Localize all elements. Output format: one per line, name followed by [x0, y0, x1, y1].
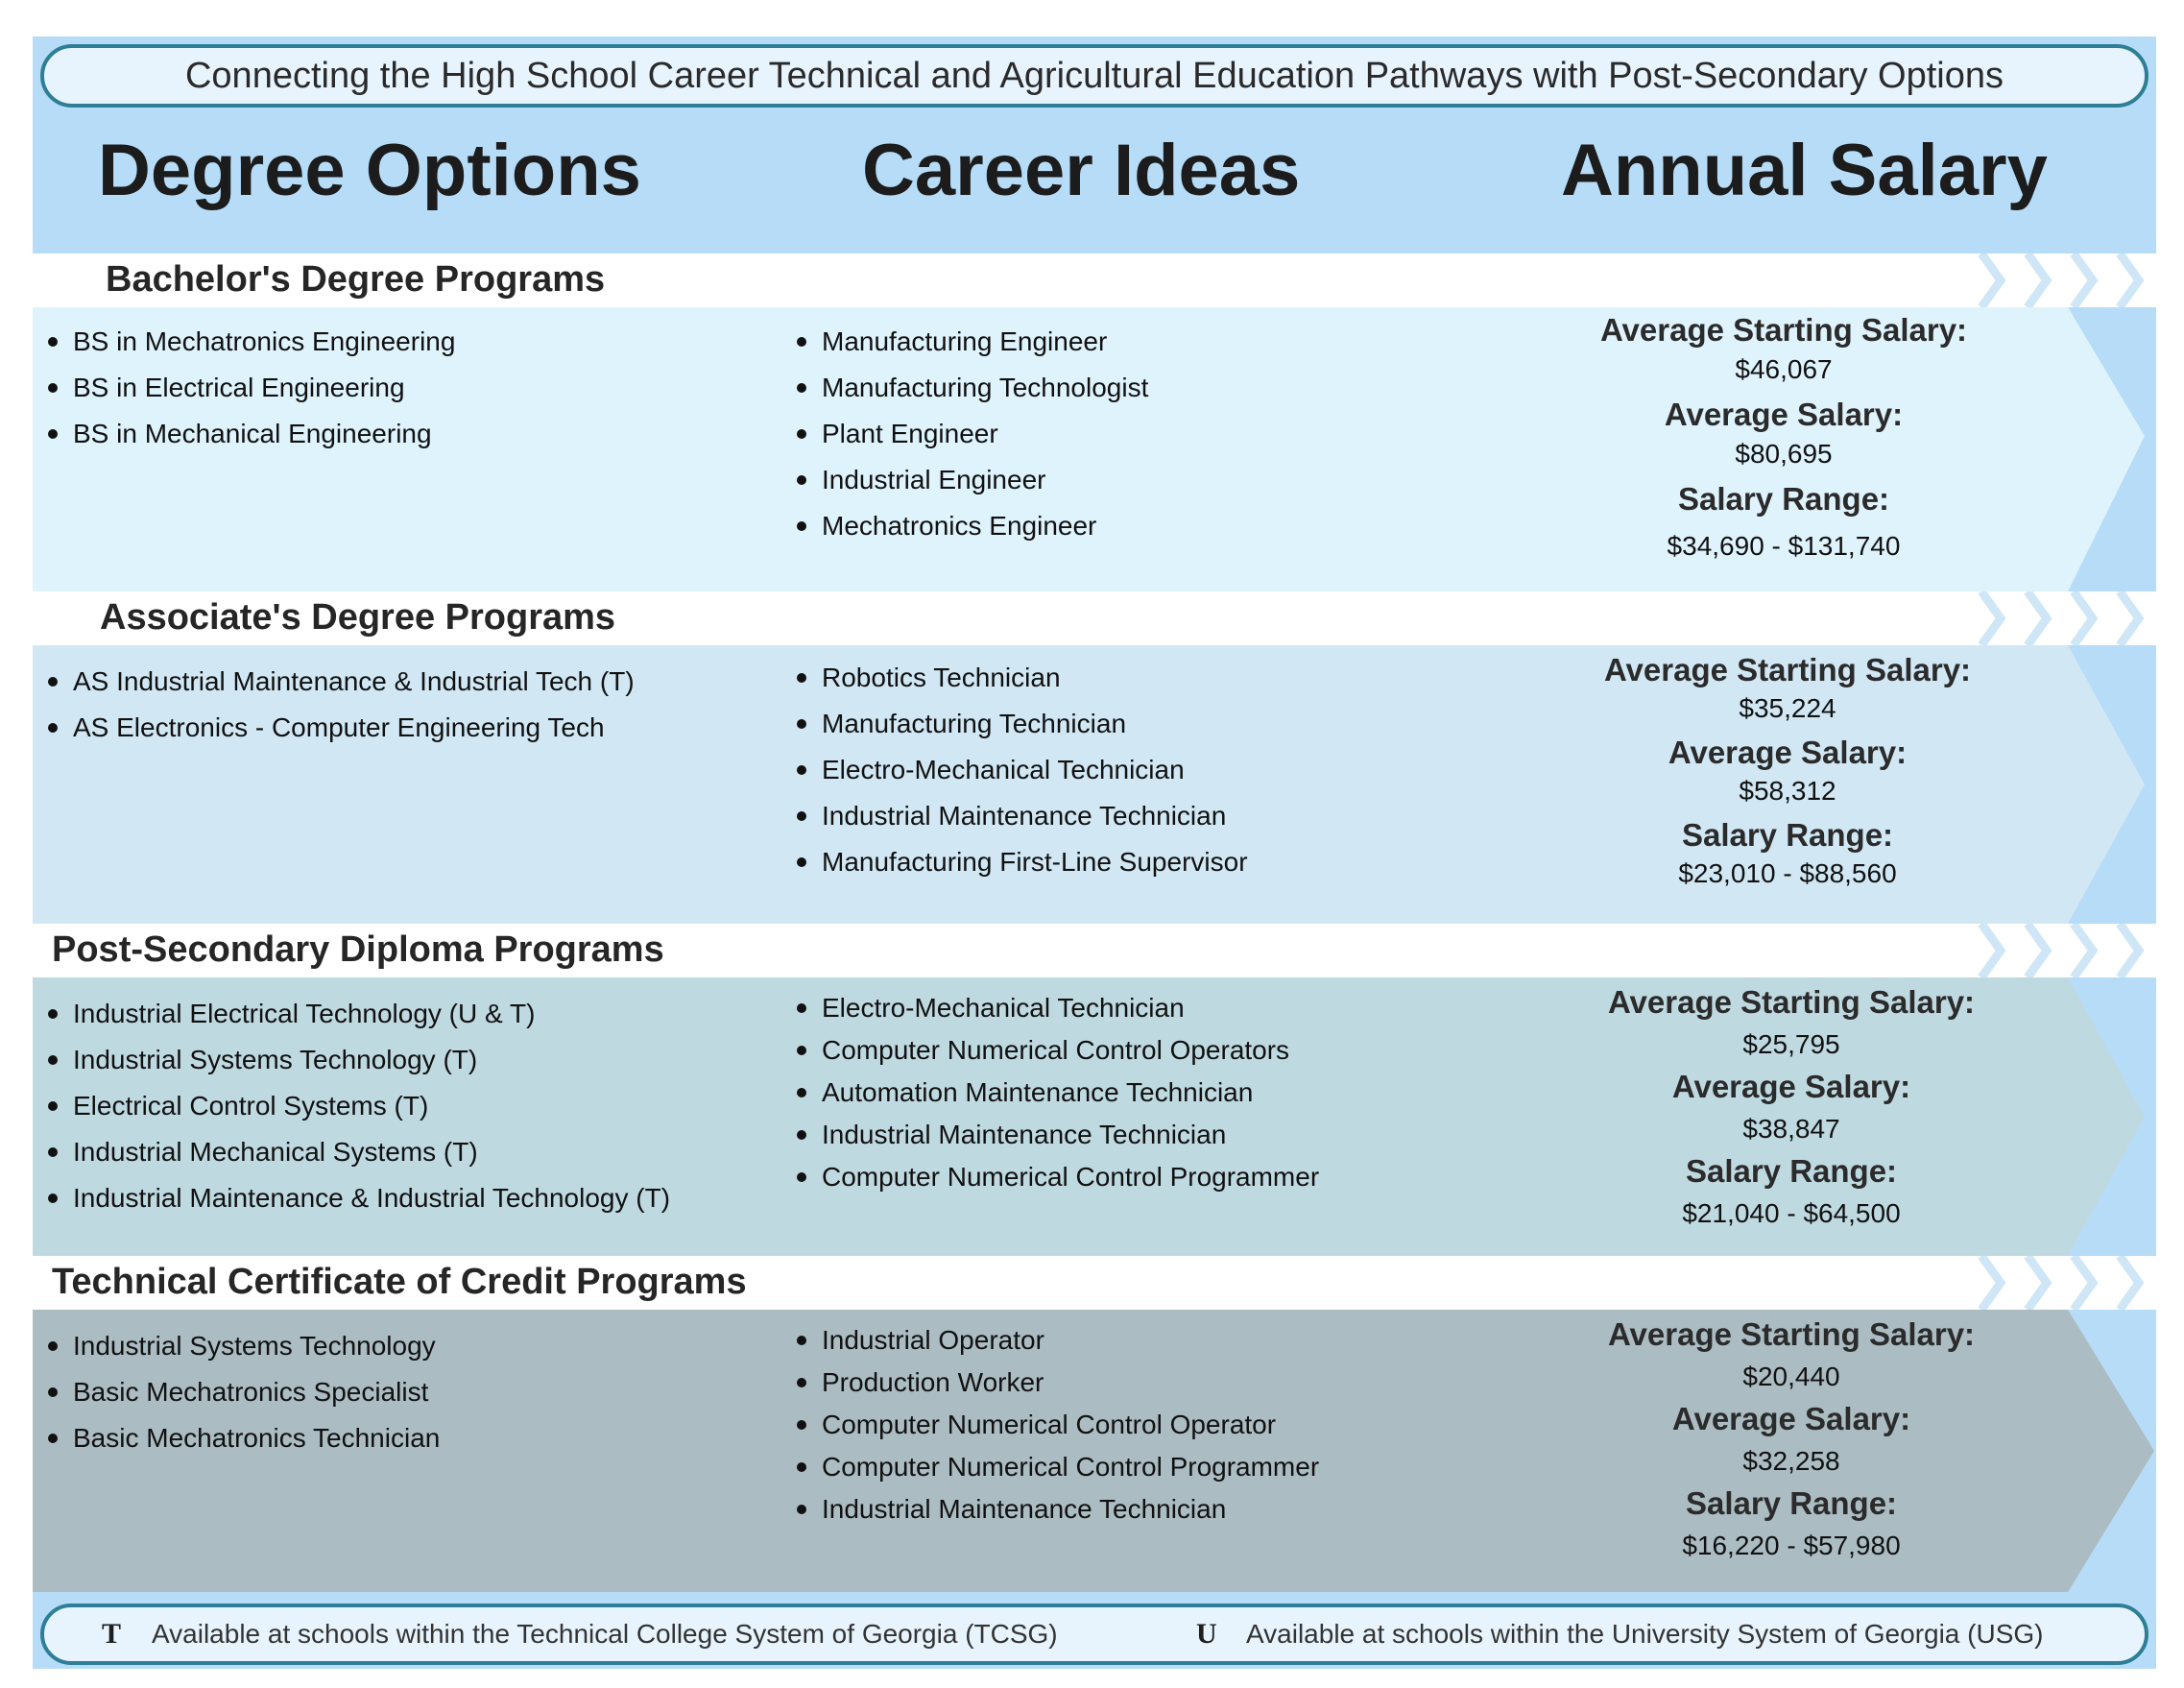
list-item: Industrial Mechanical Systems (T) [48, 1129, 670, 1175]
degree-list [48, 659, 635, 751]
average-salary-value: $38,847 [1742, 1114, 1840, 1144]
list-item: BS in Electrical Engineering [48, 365, 455, 411]
tcsg-legend-text: Available at schools within the Technical College System of Georgia (TCSG) [152, 1619, 1058, 1649]
degree-list [48, 319, 455, 457]
chevrons-icon [1972, 591, 2154, 645]
list-item: Computer Numerical Control Programmer [797, 1156, 1319, 1198]
usg-legend-text: Available at schools within the University System of Georgia (USG) [1246, 1619, 2044, 1649]
average-salary-value: $32,258 [1742, 1446, 1840, 1476]
list-item: Industrial Maintenance & Industrial Technology (T) [48, 1175, 670, 1221]
list-item: Manufacturing Engineer [797, 319, 1148, 365]
section-label-band [33, 1256, 2156, 1310]
starting-salary-value: $35,224 [1739, 693, 1836, 723]
section-title: Associate's Degree Programs [100, 597, 616, 638]
career-list [797, 655, 1248, 885]
section-label-band [33, 253, 2156, 307]
career-list [797, 987, 1319, 1198]
list-item: Industrial Electrical Technology (U & T) [48, 991, 670, 1037]
starting-salary-value: $20,440 [1742, 1362, 1840, 1391]
starting-salary-label: Average Starting Salary: [1599, 312, 1968, 348]
starting-salary-value: $25,795 [1742, 1029, 1840, 1059]
footer-legend [40, 1604, 2148, 1665]
starting-salary-value: $46,067 [1735, 354, 1833, 384]
salary-range-value: $23,010 - $88,560 [1678, 858, 1897, 888]
starting-salary-label: Average Starting Salary: [1603, 652, 1972, 687]
list-item: Computer Numerical Control Programmer [797, 1446, 1319, 1488]
list-item: Electro-Mechanical Technician [797, 987, 1319, 1029]
salary-block [1580, 981, 2003, 1235]
list-item: Manufacturing Technician [797, 701, 1248, 747]
list-item: Basic Mechatronics Specialist [48, 1369, 440, 1415]
list-item: Robotics Technician [797, 655, 1248, 701]
column-header-degree-options: Degree Options [98, 130, 641, 211]
salary-range-label: Salary Range: [1677, 481, 1890, 517]
list-item: Industrial Systems Technology [48, 1323, 440, 1369]
list-item: Industrial Operator [797, 1319, 1319, 1362]
salary-range-value: $21,040 - $64,500 [1682, 1198, 1901, 1228]
list-item: Computer Numerical Control Operators [797, 1029, 1319, 1072]
section-label-band [33, 924, 2156, 977]
list-item: Industrial Maintenance Technician [797, 1114, 1319, 1156]
tcsg-mark-icon: T [102, 1618, 122, 1650]
salary-range-label: Salary Range: [1685, 1153, 1898, 1189]
starting-salary-label: Average Starting Salary: [1607, 984, 1976, 1020]
salary-range-label: Salary Range: [1681, 817, 1894, 853]
salary-block [1572, 307, 1995, 565]
usg-mark-icon: U [1196, 1618, 1217, 1650]
section-certificate [33, 1310, 2156, 1592]
average-salary-value: $58,312 [1739, 776, 1836, 806]
section-title: Bachelor's Degree Programs [106, 259, 606, 300]
section-label-band [33, 591, 2156, 645]
infographic-frame [33, 36, 2156, 1669]
column-header-annual-salary: Annual Salary [1561, 130, 2048, 211]
column-header-career-ideas: Career Ideas [862, 130, 1301, 211]
salary-block [1580, 1314, 2003, 1567]
list-item: Industrial Maintenance Technician [797, 1488, 1319, 1531]
list-item: Basic Mechatronics Technician [48, 1415, 440, 1461]
section-associates [33, 645, 2156, 924]
list-item: AS Electronics - Computer Engineering Tech [48, 705, 635, 751]
list-item: BS in Mechatronics Engineering [48, 319, 455, 365]
career-list [797, 319, 1148, 549]
average-salary-label: Average Salary: [1671, 1401, 1911, 1436]
average-salary-label: Average Salary: [1664, 397, 1904, 432]
average-salary-label: Average Salary: [1668, 735, 1908, 770]
list-item: Computer Numerical Control Operator [797, 1404, 1319, 1446]
degree-list [48, 1323, 440, 1461]
list-item: Industrial Maintenance Technician [797, 793, 1248, 839]
page-title: Connecting the High School Career Technical and Agricultural Education Pathways with Post-Secondary Options [184, 55, 2004, 96]
chevrons-icon [1972, 253, 2154, 307]
degree-list [48, 991, 670, 1221]
list-item: BS in Mechanical Engineering [48, 411, 455, 457]
section-title: Technical Certificate of Credit Programs [52, 1262, 747, 1302]
chevrons-icon [1972, 924, 2154, 977]
list-item: Manufacturing Technologist [797, 365, 1148, 411]
section-bachelors [33, 307, 2156, 591]
list-item: Electrical Control Systems (T) [48, 1083, 670, 1129]
list-item: Electro-Mechanical Technician [797, 747, 1248, 793]
list-item: AS Industrial Maintenance & Industrial Tech (T) [48, 659, 635, 705]
list-item: Production Worker [797, 1362, 1319, 1404]
title-banner [40, 44, 2148, 108]
salary-range-label: Salary Range: [1685, 1485, 1898, 1521]
list-item: Industrial Systems Technology (T) [48, 1037, 670, 1083]
average-salary-label: Average Salary: [1671, 1069, 1911, 1104]
list-item: Industrial Engineer [797, 457, 1148, 503]
section-diploma [33, 977, 2156, 1256]
starting-salary-label: Average Starting Salary: [1607, 1316, 1976, 1352]
salary-block [1576, 649, 1999, 891]
list-item: Plant Engineer [797, 411, 1148, 457]
salary-range-value: $34,690 - $131,740 [1667, 531, 1901, 561]
list-item: Mechatronics Engineer [797, 503, 1148, 549]
chevrons-icon [1972, 1256, 2154, 1310]
salary-range-value: $16,220 - $57,980 [1682, 1531, 1901, 1560]
list-item: Manufacturing First-Line Supervisor [797, 839, 1248, 885]
list-item: Automation Maintenance Technician [797, 1072, 1319, 1114]
career-list [797, 1319, 1319, 1531]
average-salary-value: $80,695 [1735, 439, 1833, 469]
section-title: Post-Secondary Diploma Programs [52, 929, 664, 970]
